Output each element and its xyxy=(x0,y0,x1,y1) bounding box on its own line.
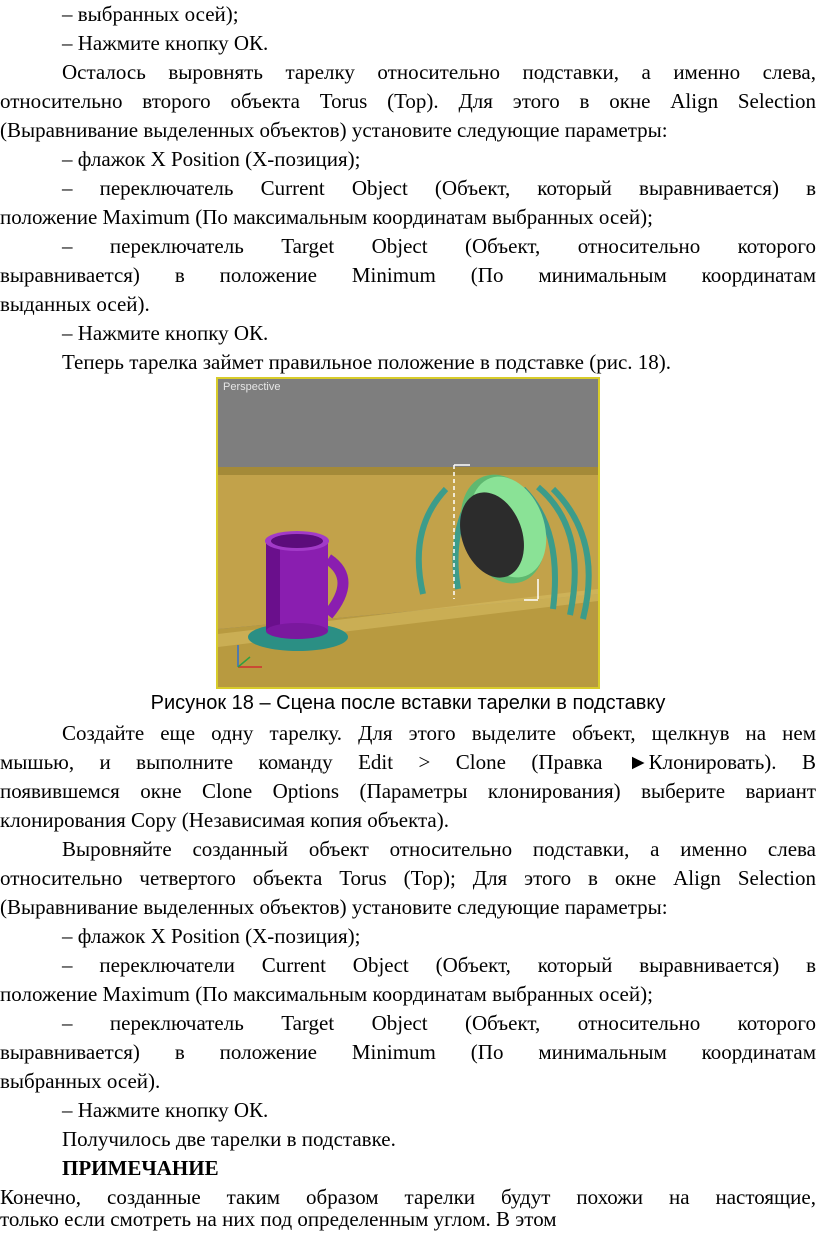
text-line: клонирования Copy (Независимая копия объекта). xyxy=(0,808,449,832)
scene-illustration xyxy=(218,379,598,687)
text-line: появившемся окне Clone Options (Параметры клонирования) выберите вариант xyxy=(0,779,816,803)
text-line: – выбранных осей); xyxy=(62,2,239,26)
text-line: – Нажмите кнопку ОК. xyxy=(62,321,269,345)
text-line: – флажок X Position (X-позиция); xyxy=(62,147,361,171)
text-line: – Нажмите кнопку ОК. xyxy=(62,1098,269,1122)
text-line: выравнивается) в положение Minimum (По минимальным координатам xyxy=(0,1040,816,1064)
text-line: – переключатель Target Object (Объект, относительно которого xyxy=(62,1011,816,1035)
text-line: мышью, и выполните команду Edit > Clone (Правка ►Клонировать). В xyxy=(0,750,816,774)
text-line: (Выравнивание выделенных объектов) установите следующие параметры: xyxy=(0,895,668,919)
note-heading: ПРИМЕЧАНИЕ xyxy=(62,1156,219,1180)
text-line: Создайте еще одну тарелку. Для этого выделите объект, щелкнув на нем xyxy=(62,721,816,745)
text-line: относительно четвертого объекта Torus (Top); Для этого в окне Align Selection xyxy=(0,866,816,890)
text-line: выравнивается) в положение Minimum (По минимальным координатам xyxy=(0,263,816,287)
text-line: Выровняйте созданный объект относительно подставки, а именно слева xyxy=(62,837,816,861)
figure-viewport xyxy=(216,377,600,689)
text-line: – переключатели Current Object (Объект, который выравнивается) в xyxy=(62,953,816,977)
text-line: выбранных осей). xyxy=(0,1069,161,1093)
text-line: относительно второго объекта Torus (Top). Для этого в окне Align Selection xyxy=(0,89,816,113)
text-line: Теперь тарелка займет правильное положение в подставке (рис. 18). xyxy=(62,350,672,374)
text-line: только если смотреть на них под определенным углом. В этом xyxy=(0,1207,557,1231)
text-line: Получилось две тарелки в подставке. xyxy=(62,1127,396,1151)
text-line: положение Maximum (По максимальным координатам выбранных осей); xyxy=(0,982,653,1006)
text-line: Осталось выровнять тарелку относительно подставки, а именно слева, xyxy=(62,60,816,84)
text-line: – переключатель Target Object (Объект, относительно которого xyxy=(62,234,816,258)
text-line: – переключатель Current Object (Объект, который выравнивается) в xyxy=(62,176,816,200)
text-line: положение Maximum (По максимальным координатам выбранных осей); xyxy=(0,205,653,229)
text-line: выданных осей). xyxy=(0,292,150,316)
text-line: Конечно, созданные таким образом тарелки будут похожи на настоящие, xyxy=(0,1185,816,1209)
text-line: – Нажмите кнопку ОК. xyxy=(62,31,269,55)
text-line: (Выравнивание выделенных объектов) установите следующие параметры: xyxy=(0,118,668,142)
text-line: – флажок X Position (X-позиция); xyxy=(62,924,361,948)
viewport-label: Perspective xyxy=(223,381,281,393)
figure-caption: Рисунок 18 – Сцена после вставки тарелки в подставку xyxy=(150,692,666,714)
